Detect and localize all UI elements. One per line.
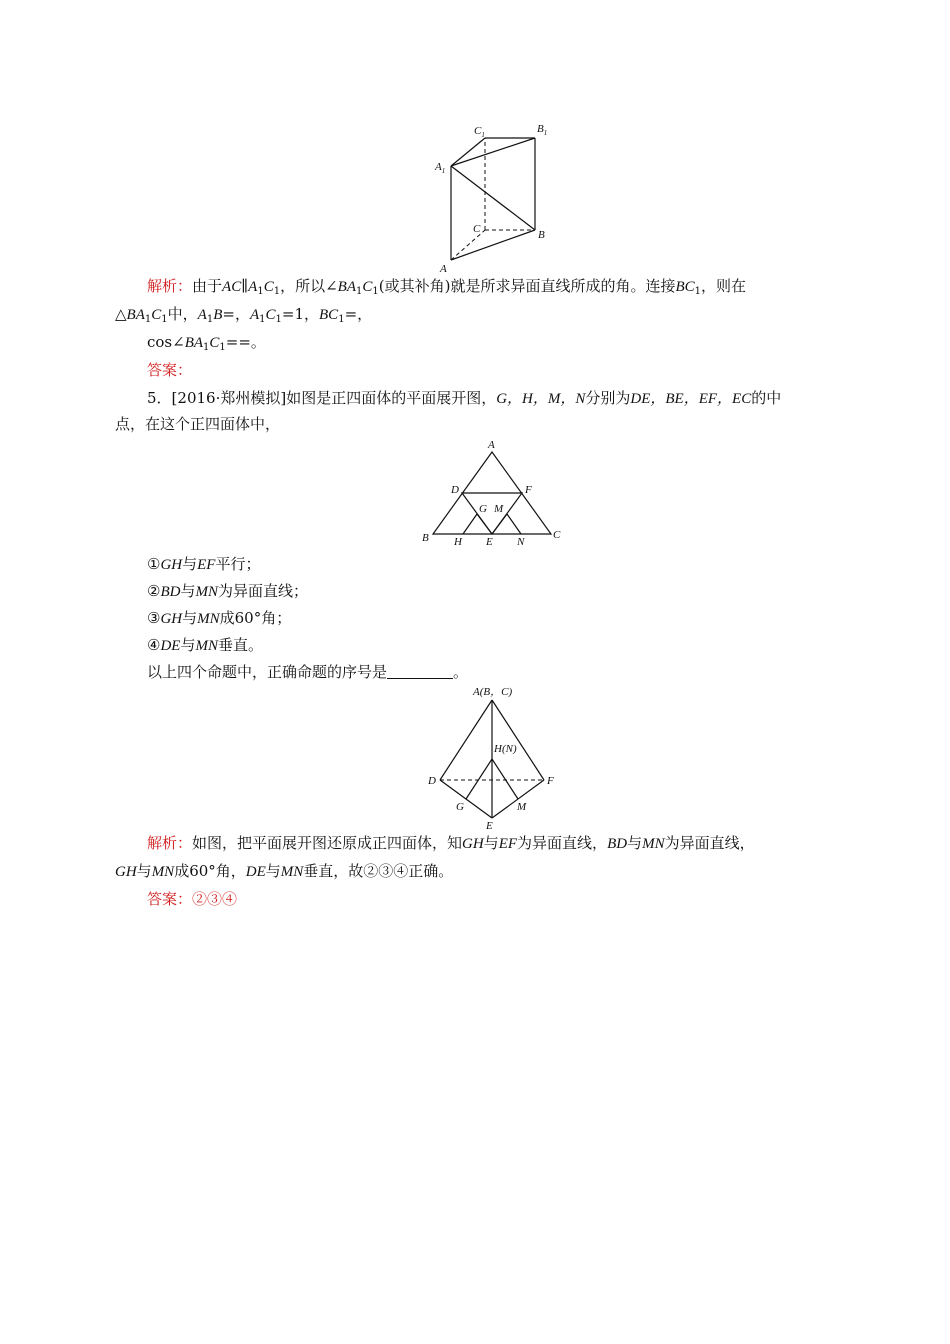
- segment-m-n: [507, 514, 521, 534]
- label-c1: $C_1$: [474, 125, 485, 139]
- edge-a-d: [440, 700, 492, 780]
- option-4: ④DE与MN垂直。: [147, 636, 263, 654]
- label-n: N: [517, 536, 525, 548]
- answer-blank: [387, 664, 453, 679]
- label-h: H: [454, 536, 462, 548]
- segment-m-e: [492, 514, 507, 534]
- option-1: ①GH与EF平行；: [147, 555, 261, 573]
- label-a-bc: A(B，C): [473, 686, 513, 698]
- segment-h-g: [466, 759, 492, 799]
- answer5: 答案：②③④: [147, 890, 238, 908]
- label-m: M: [517, 801, 527, 813]
- label-f: F: [525, 484, 532, 496]
- label-c: C: [553, 529, 561, 541]
- tetrahedron-net-figure: [420, 438, 570, 550]
- inner-triangle: [462, 493, 522, 534]
- label-d: D: [451, 484, 459, 496]
- label-e: E: [486, 536, 493, 548]
- solution-label: 解析：: [147, 277, 193, 295]
- segment-h-m: [492, 759, 518, 799]
- label-a1: $A_1$: [435, 161, 446, 175]
- tetrahedron-figure: [420, 684, 570, 830]
- edge-a1-b1: [451, 138, 535, 166]
- problem5-line1: 5．[2016·郑州模拟]如图是正四面体的平面展开图，G，H，M，N分别为DE，BE，EF，EC的中: [147, 389, 782, 407]
- label-b: B: [538, 229, 545, 241]
- question-line: 以上四个命题中，正确命题的序号是 。: [147, 663, 469, 681]
- label-a: A: [440, 263, 447, 273]
- segment-g-e: [477, 514, 492, 534]
- option-3: ③GH与MN成60°角；: [147, 609, 292, 627]
- solution4-line2: $\triangle BA_1C_1$中，$A_1B=$，$A_1C_1=1$，$BC_1=$，: [115, 305, 373, 325]
- answer4-label: 答案：: [147, 361, 193, 379]
- solution4-line3: $\cos\angle BA_1C_1==$。: [147, 333, 266, 353]
- solution4-line1: 解析：由于$AC\parallel A_1C_1$，所以$\angle BA_1C_1$(或其补角)就是所求异面直线所成的角。连接$BC_1$，则在: [147, 277, 747, 297]
- label-g: G: [479, 503, 487, 515]
- edge-a-f: [492, 700, 544, 780]
- label-b: B: [422, 532, 429, 544]
- solution-label: 解析：: [147, 834, 193, 852]
- edge-a-b: [451, 230, 535, 260]
- problem5-line2: 点，在这个正四面体中，: [115, 415, 281, 433]
- label-b1: $B_1$: [537, 123, 548, 137]
- label-m: M: [494, 503, 504, 515]
- label-h-n: H(N): [494, 743, 517, 755]
- label-g: G: [456, 801, 464, 813]
- label-c: C: [473, 223, 481, 235]
- edge-a1-c1: [451, 138, 485, 166]
- label-a: A: [488, 439, 495, 451]
- solution5-line2: GH与MN成60°角，DE与MN垂直，故②③④正确。: [115, 862, 454, 880]
- segment-g-h: [463, 514, 477, 534]
- label-f: F: [547, 775, 554, 787]
- solution5-line1: 解析：如图，把平面展开图还原成正四面体，知GH与EF为异面直线，BD与MN为异面直线，: [147, 834, 755, 852]
- edge-a1-b: [451, 166, 535, 230]
- option-2: ②BD与MN为异面直线；: [147, 582, 308, 600]
- prism-figure: [420, 118, 560, 273]
- label-d: D: [428, 775, 436, 787]
- label-e: E: [486, 820, 493, 830]
